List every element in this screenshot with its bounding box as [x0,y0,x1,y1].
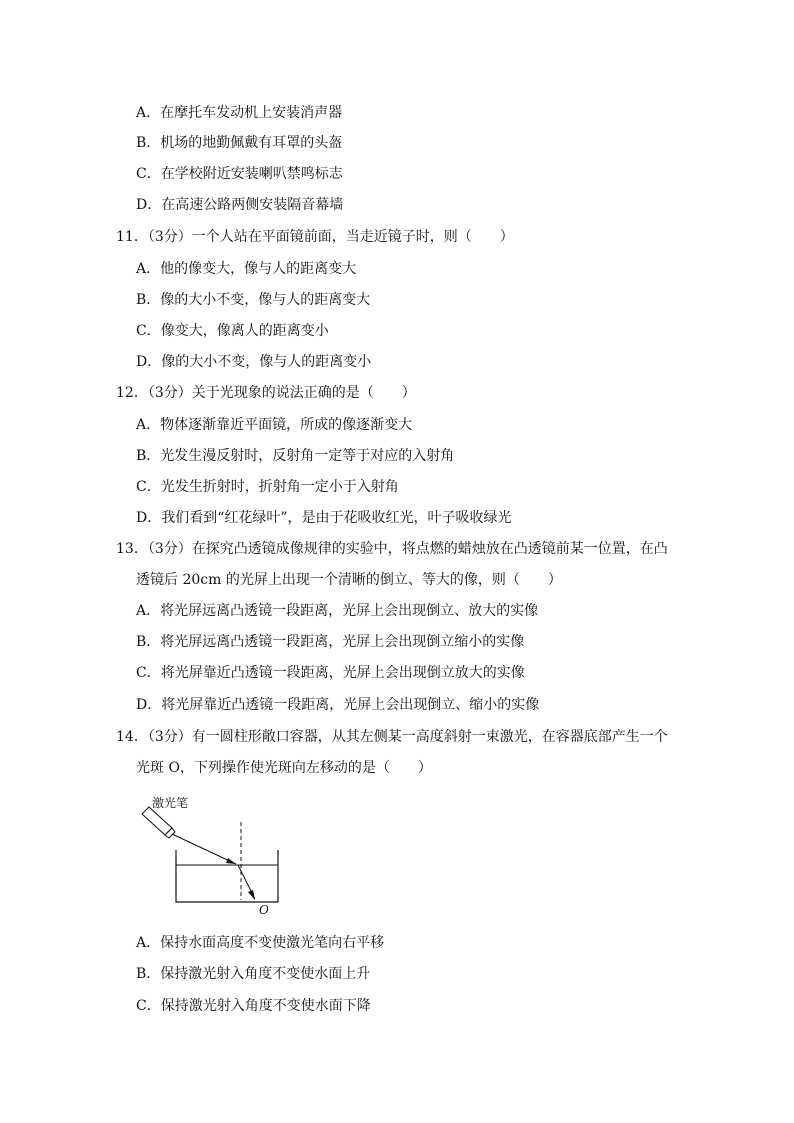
laser-pen-icon [142,807,175,838]
laser-pen-label: 激光笔 [152,796,189,810]
q12-stem: 12．（3分）关于光现象的说法正确的是（ ） [116,385,416,401]
q12-option-a: A．物体逐渐靠近平面镜，所成的像逐渐变大 [136,417,413,433]
q14-stem-line1: 14．（3分）有一圆柱形敞口容器，从其左侧某一高度斜射一束激光，在容器底部产生一个 [116,729,668,745]
incident-ray-arrow [226,858,236,864]
point-o-label: O [259,903,269,917]
incident-ray [172,834,236,864]
q10-option-d: D．在高速公路两侧安装隔音幕墙 [136,197,344,213]
q10-option-a: A．在摩托车发动机上安装消声器 [136,105,343,121]
q12-option-b: B．光发生漫反射时，反射角一定等于对应的入射角 [136,448,455,464]
container [176,850,278,902]
refracted-ray-arrow [248,890,255,900]
q14-option-c: C．保持激光射入角度不变使水面下降 [136,998,371,1014]
q11-stem: 11．（3分）一个人站在平面镜前面，当走近镜子时，则（ ） [116,229,514,245]
q13-option-a: A．将光屏远离凸透镜一段距离，光屏上会出现倒立、放大的实像 [136,603,539,619]
q14-option-b: B．保持激光射入角度不变使水面上升 [136,966,371,982]
laser-container-figure [130,792,300,918]
q11-option-d: D．像的大小不变，像与人的距离变小 [136,354,372,370]
q13-option-c: C．将光屏靠近凸透镜一段距离，光屏上会出现倒立放大的实像 [136,665,525,681]
q11-option-c: C．像变大，像离人的距离变小 [136,323,329,339]
q12-option-d: D．我们看到“红花绿叶”，是由于花吸收红光，叶子吸收绿光 [136,510,512,526]
q10-option-c: C．在学校附近安装喇叭禁鸣标志 [136,166,343,182]
q14-stem-line2: 光斑 O，下列操作使光斑向左移动的是（ ） [136,760,432,776]
q13-option-b: B．将光屏远离凸透镜一段距离，光屏上会出现倒立缩小的实像 [136,634,525,650]
q13-stem-line1: 13．（3分）在探究凸透镜成像规律的实验中，将点燃的蜡烛放在凸透镜前某一位置，在凸 [116,541,668,557]
q14-option-a: A．保持水面高度不变使激光笔向右平移 [136,935,385,951]
q13-stem-line2: 透镜后 20cm 的光屏上出现一个清晰的倒立、等大的像，则（ ） [136,572,562,588]
q10-option-b: B．机场的地勤佩戴有耳罩的头盔 [136,135,343,151]
q11-option-b: B．像的大小不变，像与人的距离变大 [136,292,371,308]
q12-option-c: C．光发生折射时，折射角一定小于入射角 [136,479,399,495]
q11-option-a: A．他的像变大，像与人的距离变大 [136,261,357,277]
q13-option-d: D．将光屏靠近凸透镜一段距离，光屏上会出现倒立、缩小的实像 [136,697,540,713]
